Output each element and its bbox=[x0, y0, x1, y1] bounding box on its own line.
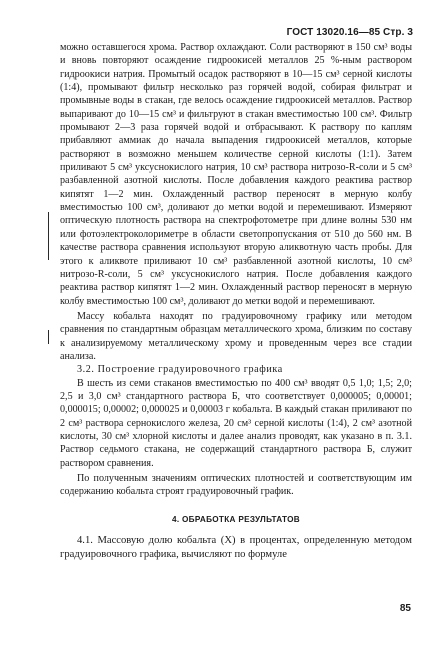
section-title: 4. ОБРАБОТКА РЕЗУЛЬТАТОВ bbox=[171, 514, 301, 524]
margin-change-bar bbox=[48, 212, 49, 260]
paragraph-cobalt-mass: Массу кобальта находят по градуировочному графику или методом сравнения по стандартным образцам металлического хрома, близким по составу к анализируемому металлическому хрому и проведенным через все стадии анализа. bbox=[60, 310, 412, 362]
paragraph-procedure: можно оставшегося хрома. Раствор охлаждают. Соли растворяют в 150 см³ воды и вновь повторяют осаждение гидроокисей металлов 25 %-ным раствором гидроокиси натрия. Промытый осадок растворяют в 10—15 см³ серной кислоты (1:4), промывают фильтр несколько раз горячей водой, собирая фильтрат и промывные воды в стакан, где велось осаждение гидроокисей металлов. Раствор выпаривают до 10—15 см³ и фильтруют в стакан вместимостью 100 см³. Фильтр промывают 2—3 раза горячей водой и отбрасывают. К раствору по каплям прибавляют аммиак до начала выпадения гидроокисей металлов, которые растворяют в возможно меньшем количестве серной кислоты (1:1). Затем приливают 5 см³ уксуснокислого натрия, 10 см³ раствора нитрозо-R-соли и 5 см³ разбавленной азотной кислоты. После добавления каждого реактива раствор кипятят 1—2 мин. Охлажденный раствор переносят в мерную колбу вместимостью 100 см³, доливают до метки водой и перемешивают. Измеряют оптическую плотность раствора на спектрофотометре при длине волны 530 нм или фотоэлектроколориметре в области светопропускания от 510 до 560 нм. В качестве раствора сравнения используют вторую аликвотную часть пробы. Для этого к аликвоте приливают 10 см³ разбавленной азотной кислоты, 10 см³ нитрозо-R-соли, 5 см³ уксуснокислого натрия. После добавления каждого реактива раствор кипятят 1—2 мин. Охлажденный раствор переносят в мерную колбу вместимостью 100 см³, доливают до метки водой и перемешивают. bbox=[60, 42, 412, 307]
paragraph-formula-intro: 4.1. Массовую долю кобальта (X) в процентах, определенную методом градуировочного графика, вычисляют по формуле bbox=[60, 535, 412, 561]
subsection-title: 3.2. Построение градуировочного графика bbox=[77, 364, 283, 376]
margin-change-bar bbox=[48, 330, 49, 344]
paragraph-graph: По полученным значениям оптических плотностей и соответствующим им содержанию кобальта строят градуировочный график. bbox=[60, 473, 412, 498]
paragraph-calibration: В шесть из семи стаканов вместимостью по 400 см³ вводят 0,5 1,0; 1,5; 2,0; 2,5 и 3,0 см³ стандартного раствора Б, что соответствует 0,000005; 0,00001; 0,000015; 0,00002; 0,000025 и 0,00003 г кобальта. В каждый стакан приливают по 2 см³ раствора сернокислого железа, 20 см³ серной кислоты (1:4), 2 см³ азотной кислоты, 30 см³ хлорной кислоты и далее анализ проводят, как указано в п. 3.1. Раствор седьмого стакана, не содержащий стандартного раствора Б, служит раствором сравнения. bbox=[60, 377, 412, 469]
standard-header: ГОСТ 13020.16—85 Стр. 3 bbox=[286, 27, 413, 38]
body-text bbox=[60, 41, 412, 562]
page-number: 85 bbox=[399, 603, 411, 614]
